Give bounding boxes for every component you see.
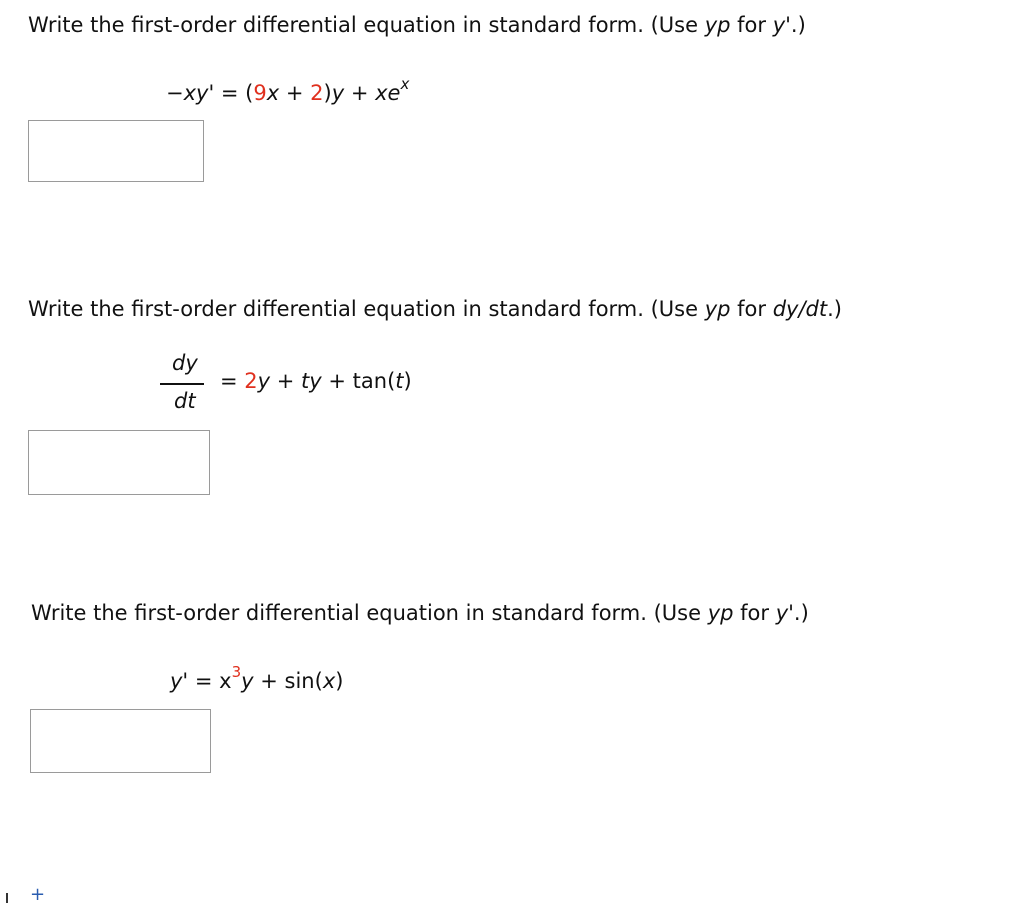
- equation-term: x: [322, 669, 336, 693]
- prompt-variable: yp: [707, 601, 734, 625]
- prompt-text: Write the first-order differential equation in standard form. (Use: [28, 297, 705, 321]
- equation-term: y: [331, 81, 345, 105]
- equation-paren: ): [335, 669, 344, 693]
- question-1-answer-input[interactable]: [28, 120, 204, 182]
- prompt-text: Write the first-order differential equation in standard form. (Use: [31, 601, 708, 625]
- prompt-reference: y': [775, 601, 794, 625]
- equation-coefficient: 2: [310, 81, 324, 105]
- fraction-bar: [160, 383, 204, 385]
- equation-term: xe: [375, 81, 401, 105]
- prompt-text: for: [730, 13, 773, 37]
- fraction-numerator: dy: [172, 351, 198, 375]
- question-3-prompt: [31, 600, 809, 626]
- text-cursor-mark: [6, 893, 8, 903]
- prompt-text: .): [793, 601, 809, 625]
- equation-equals: =: [220, 369, 245, 393]
- question-2-fraction: [160, 348, 210, 418]
- prompt-text: .): [790, 13, 806, 37]
- equation-operator: +: [270, 369, 302, 393]
- prompt-text: Write the first-order differential equation in standard form. (Use: [28, 13, 705, 37]
- equation-operator: +: [279, 81, 311, 105]
- equation-lhs: −xy': [166, 81, 215, 105]
- prompt-variable: yp: [704, 13, 731, 37]
- equation-term: y: [241, 669, 254, 693]
- equation-lhs: y': [170, 669, 189, 693]
- equation-function: + tan(: [321, 369, 396, 393]
- equation-exponent: x: [400, 75, 410, 93]
- question-1-prompt: [28, 12, 806, 38]
- equation-term: y: [257, 369, 271, 393]
- equation-operator: +: [344, 81, 376, 105]
- prompt-variable: yp: [704, 297, 731, 321]
- equation-coefficient: 9: [253, 81, 267, 105]
- equation-coefficient: 2: [244, 369, 258, 393]
- prompt-text: for: [730, 297, 773, 321]
- equation-term: t: [395, 369, 404, 393]
- question-3-equation: [170, 662, 343, 694]
- equation-term: x: [266, 81, 280, 105]
- equation-paren: ): [323, 81, 332, 105]
- question-2-answer-input[interactable]: [28, 430, 210, 495]
- equation-term: ty: [301, 369, 322, 393]
- question-3-answer-input[interactable]: [30, 709, 211, 773]
- question-2-prompt: [28, 296, 842, 322]
- prompt-reference: y': [772, 13, 791, 37]
- equation-equals: = (: [214, 81, 254, 105]
- question-1-equation: [166, 74, 409, 106]
- prompt-text: .): [827, 297, 842, 321]
- equation-function: + sin(: [253, 669, 323, 693]
- equation-term: x: [219, 669, 232, 693]
- equation-exponent: 3: [231, 663, 242, 681]
- prompt-text: for: [733, 601, 776, 625]
- question-2-equation: [220, 368, 412, 394]
- fraction-denominator: dt: [174, 389, 196, 413]
- equation-equals: =: [188, 669, 220, 693]
- add-icon[interactable]: +: [30, 884, 46, 903]
- prompt-reference: dy/dt: [772, 297, 828, 321]
- equation-paren: ): [403, 369, 412, 393]
